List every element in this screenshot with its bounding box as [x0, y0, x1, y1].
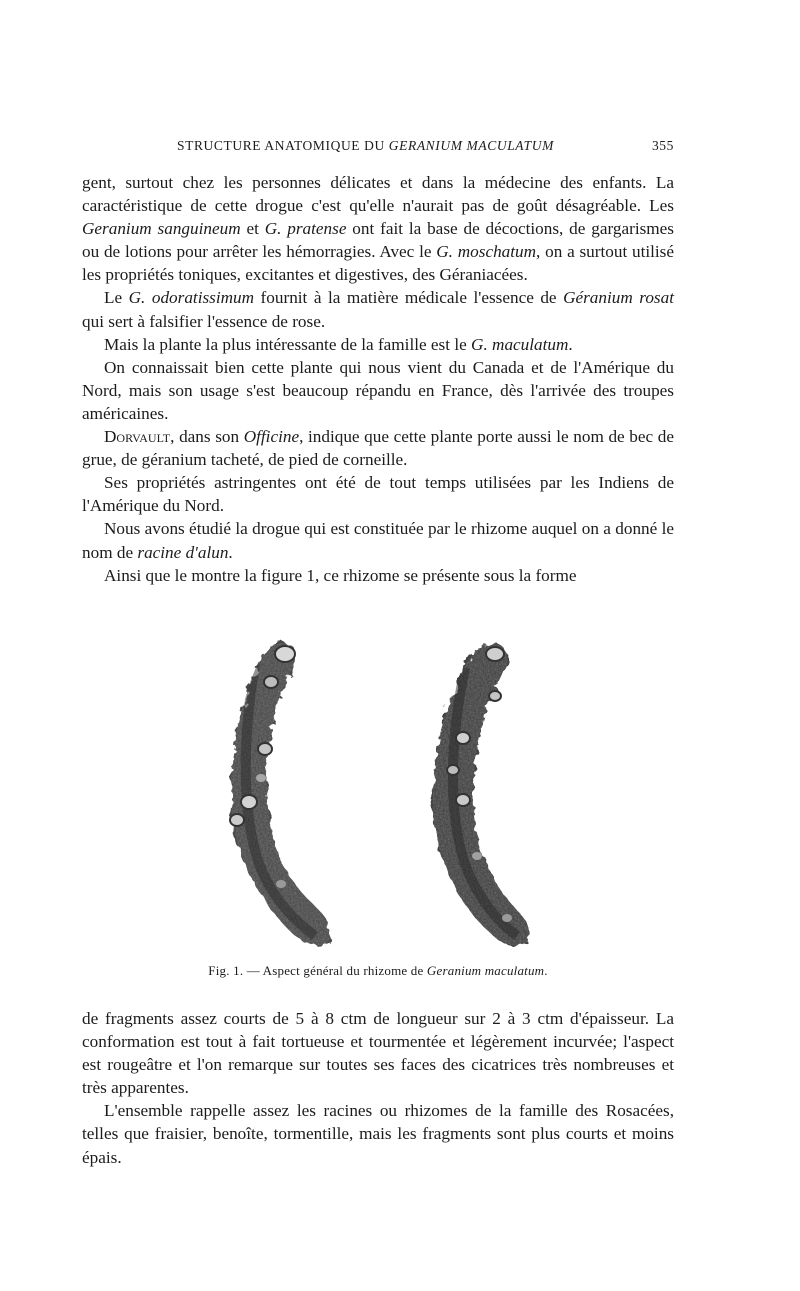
paragraph	[82, 171, 674, 286]
paragraph: Ainsi que le montre la figure 1, ce rhizome se présente sous la forme	[104, 565, 577, 585]
running-header	[82, 138, 674, 158]
caption-text: .	[544, 963, 548, 978]
species-name: Geranium sanguineum	[82, 219, 241, 239]
page-number: 355	[651, 138, 674, 153]
species-name: G. odoratissimum	[128, 288, 255, 308]
caption-species: Geranium maculatum	[426, 963, 545, 978]
author-name: Dorvault	[104, 427, 171, 447]
paragraph	[82, 517, 674, 563]
text-run: , on a surtout utilisé les propriétés toniques, excitantes et digestives, des Géraniacées.	[82, 242, 674, 285]
paragraph: On connaissait bien cette plante qui nous vient du Canada et de l'Amérique du Nord, mais son usage s'est beaucoup répandu en France, dès l'arrivée des troupes américaines.	[82, 357, 674, 423]
text-run: et	[240, 219, 265, 239]
text-run: Mais la plante la plus intéressante de la famille est le	[104, 334, 472, 354]
text-run: ont fait la base de décoctions, de gargarismes ou de lotions pour arrêter les hémorragies. Avec le	[82, 219, 674, 262]
text-run: .	[568, 334, 573, 354]
species-name: G. moschatum	[436, 242, 537, 262]
paragraph: L'ensemble rappelle assez les racines ou rhizomes de la famille des Rosacées, telles que fraisier, benoîte, tormentille, mais les fragments sont plus courts et moins épais.	[82, 1101, 674, 1167]
species-name: Géranium rosat	[563, 288, 674, 308]
text-run: , indique que cette plante porte aussi le nom de bec de grue, de géranium tacheté, de pied de corneille.	[82, 427, 674, 470]
running-title-text: STRUCTURE ANATOMIQUE DU	[177, 138, 389, 153]
text-run: qui sert à falsifier l'essence de rose.	[82, 311, 326, 331]
paragraph	[82, 333, 674, 356]
species-name: G. maculatum	[471, 334, 569, 354]
text-run: .	[228, 542, 233, 562]
rhizome-right	[415, 624, 555, 964]
paragraph	[82, 425, 674, 471]
body-text-top	[82, 171, 674, 587]
text-run: Le	[104, 288, 129, 308]
running-title-species: GERANIUM MACULATUM	[388, 138, 554, 153]
text-run: gent, surtout chez les personnes délicates et dans la médecine des enfants. La caractéristique de cette drogue c'est qu'elle n'aurait pas de goût désagréable. Les	[82, 173, 674, 216]
book-title: Officine	[243, 427, 300, 447]
rhizome-figure	[195, 624, 595, 964]
text-run: Nous avons étudié la drogue qui est constituée par le rhizome auquel on a donné le nom de	[82, 519, 674, 562]
running-title	[177, 138, 554, 154]
text-run: fournit à la matière médicale l'essence de	[254, 288, 564, 308]
caption-text: Fig. 1. — Aspect général du rhizome de	[208, 963, 427, 978]
species-name: G. pratense	[264, 219, 347, 239]
rhizome-left	[215, 624, 355, 964]
paragraph: de fragments assez courts de 5 à 8 ctm de longueur sur 2 à 3 ctm d'épaisseur. La conformation est tout à fait tortueuse et tourmentée et légèrement incurvée; l'aspect est rougeâtre et l'on remarque sur toutes ses faces des cicatrices très nombreuses et très apparentes.	[82, 1009, 674, 1098]
body-text-bottom	[82, 1007, 674, 1169]
paragraph: Ses propriétés astringentes ont été de tout temps utilisées par les Indiens de l'Amérique du Nord.	[82, 473, 674, 516]
figure-caption	[82, 963, 674, 979]
rhizome-photographs	[195, 624, 595, 964]
text-run: , dans son	[170, 427, 244, 447]
paragraph	[82, 286, 674, 332]
term: racine d'alun	[137, 542, 229, 562]
